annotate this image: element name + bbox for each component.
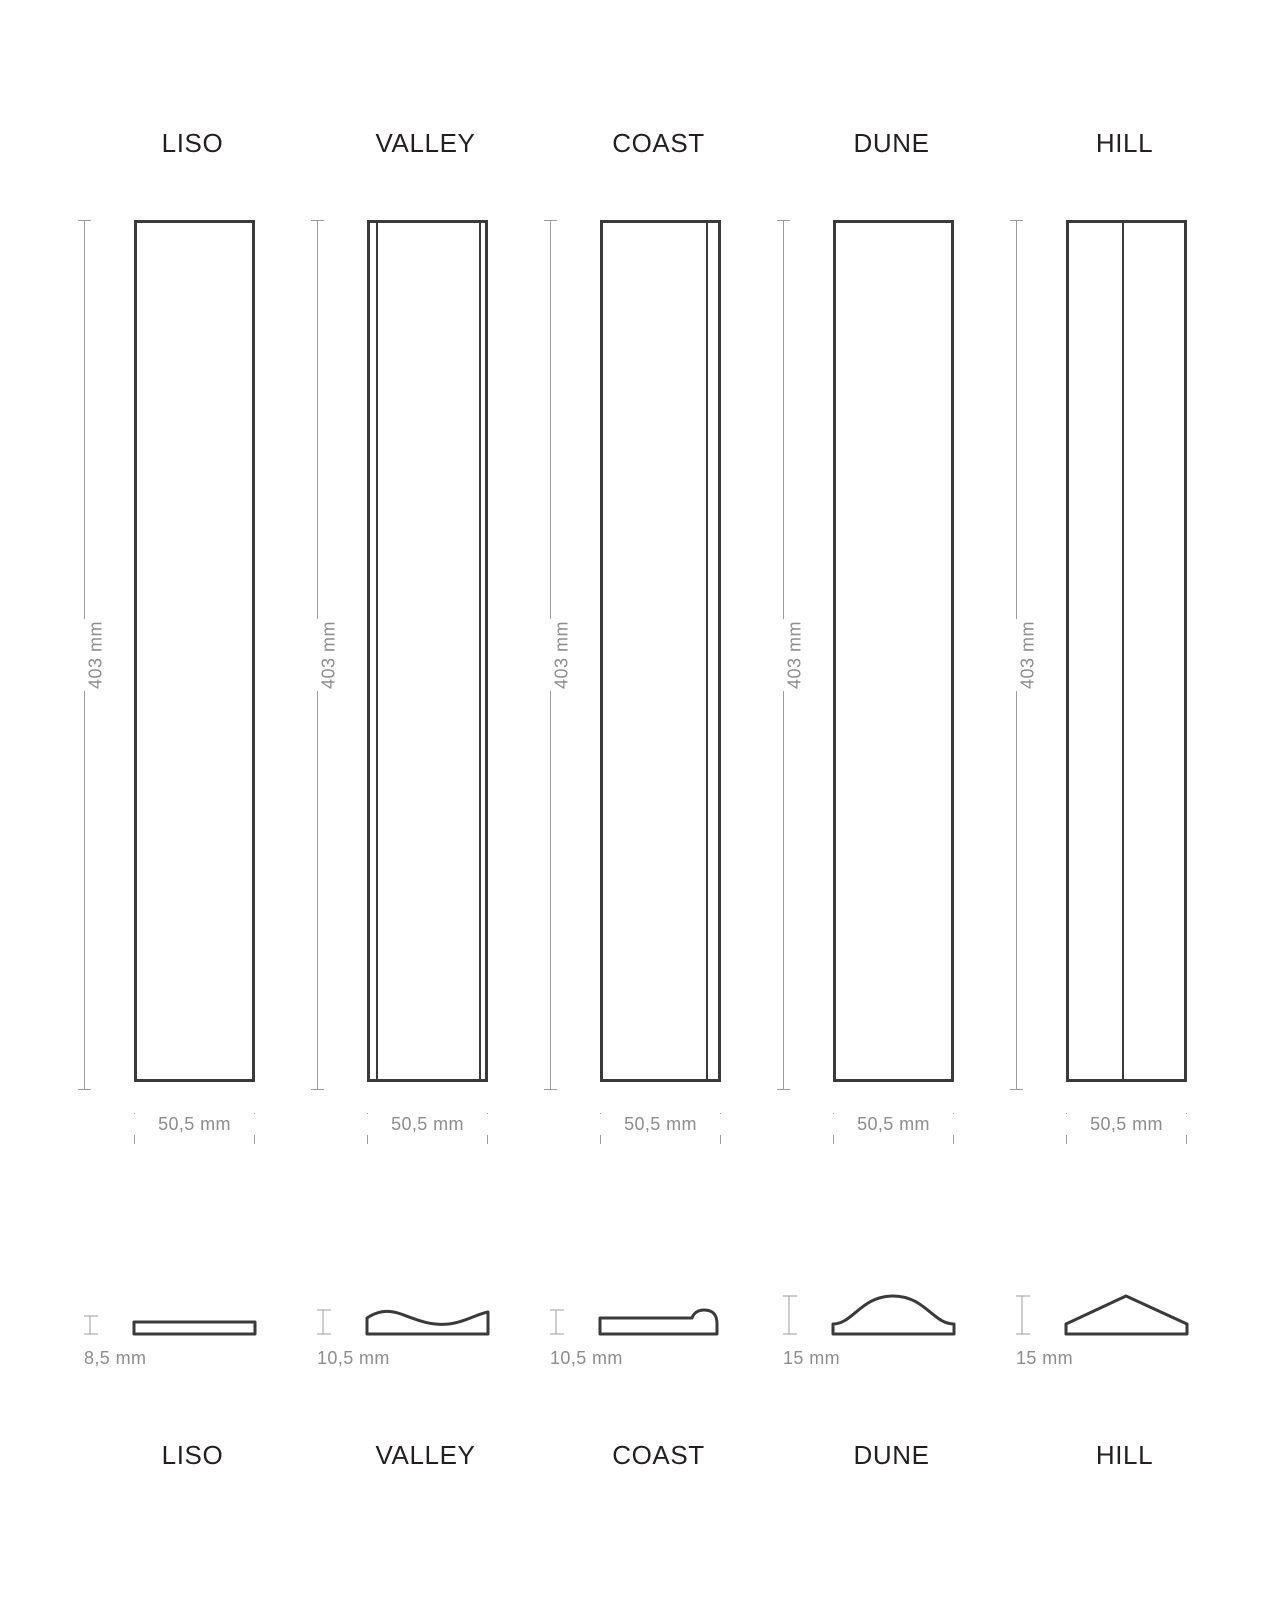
width-cell-liso: [76, 1090, 309, 1150]
width-cell-coast: [542, 1090, 775, 1150]
thickness-label-coast: 10,5 mm: [550, 1348, 623, 1368]
profile-cell-coast: [542, 1280, 775, 1410]
face-inner-line-center: [1122, 223, 1124, 1079]
profile-drawing-dune: [775, 1280, 1008, 1350]
profile-title-dune: DUNE: [853, 1440, 930, 1470]
height-label-coast: 403 mm: [547, 619, 578, 691]
height-label-valley: 403 mm: [314, 619, 345, 691]
face-inner-line-right: [479, 223, 481, 1079]
profile-cell-dune: [775, 1280, 1008, 1410]
face-cell-dune: [775, 220, 1008, 1090]
product-title-liso: LISO: [161, 128, 224, 158]
tile-face-dune: [833, 220, 954, 1082]
tile-face-valley: [367, 220, 488, 1082]
profile-cell-liso: [76, 1280, 309, 1410]
product-title-hill: HILL: [1095, 128, 1154, 158]
product-title-dune: DUNE: [853, 128, 930, 158]
profile-title-liso: LISO: [161, 1440, 224, 1470]
profile-cell-valley: [309, 1280, 542, 1410]
width-label-coast: 50,5 mm: [600, 1114, 721, 1135]
width-label-dune: 50,5 mm: [833, 1114, 954, 1135]
height-label-hill: 403 mm: [1013, 619, 1044, 691]
face-cell-valley: [309, 220, 542, 1090]
width-label-valley: 50,5 mm: [367, 1114, 488, 1135]
face-cell-hill: [1008, 220, 1241, 1090]
product-title-valley: VALLEY: [375, 128, 476, 158]
height-label-dune: 403 mm: [780, 619, 811, 691]
width-cell-hill: [1008, 1090, 1241, 1150]
profile-drawing-valley: [309, 1280, 542, 1350]
profile-title-hill: HILL: [1095, 1440, 1154, 1470]
profiles-row: [0, 1280, 1279, 1410]
bottom-title-row: [0, 1440, 1279, 1484]
height-label-liso: 403 mm: [81, 619, 112, 691]
face-inner-line-left: [376, 223, 378, 1079]
thickness-label-valley: 10,5 mm: [317, 1348, 390, 1368]
width-cell-dune: [775, 1090, 1008, 1150]
face-inner-line-right: [706, 223, 708, 1079]
width-cell-valley: [309, 1090, 542, 1150]
thickness-label-hill: 15 mm: [1016, 1348, 1074, 1368]
thickness-label-liso: 8,5 mm: [84, 1348, 147, 1368]
tile-face-hill: [1066, 220, 1187, 1082]
profile-title-valley: VALLEY: [375, 1440, 476, 1470]
profile-drawing-hill: [1008, 1280, 1241, 1350]
profile-title-coast: COAST: [612, 1440, 705, 1470]
face-cell-liso: [76, 220, 309, 1090]
product-title-coast: COAST: [612, 128, 705, 158]
width-dimension-row: [0, 1090, 1279, 1150]
face-cell-coast: [542, 220, 775, 1090]
tile-face-liso: [134, 220, 255, 1082]
width-label-hill: 50,5 mm: [1066, 1114, 1187, 1135]
width-label-liso: 50,5 mm: [134, 1114, 255, 1135]
tile-face-coast: [600, 220, 721, 1082]
profile-drawing-liso: [76, 1280, 309, 1350]
profile-cell-hill: [1008, 1280, 1241, 1410]
profile-drawing-coast: [542, 1280, 775, 1350]
thickness-label-dune: 15 mm: [783, 1348, 841, 1368]
top-title-row: [0, 128, 1279, 172]
faces-row: [0, 220, 1279, 1090]
